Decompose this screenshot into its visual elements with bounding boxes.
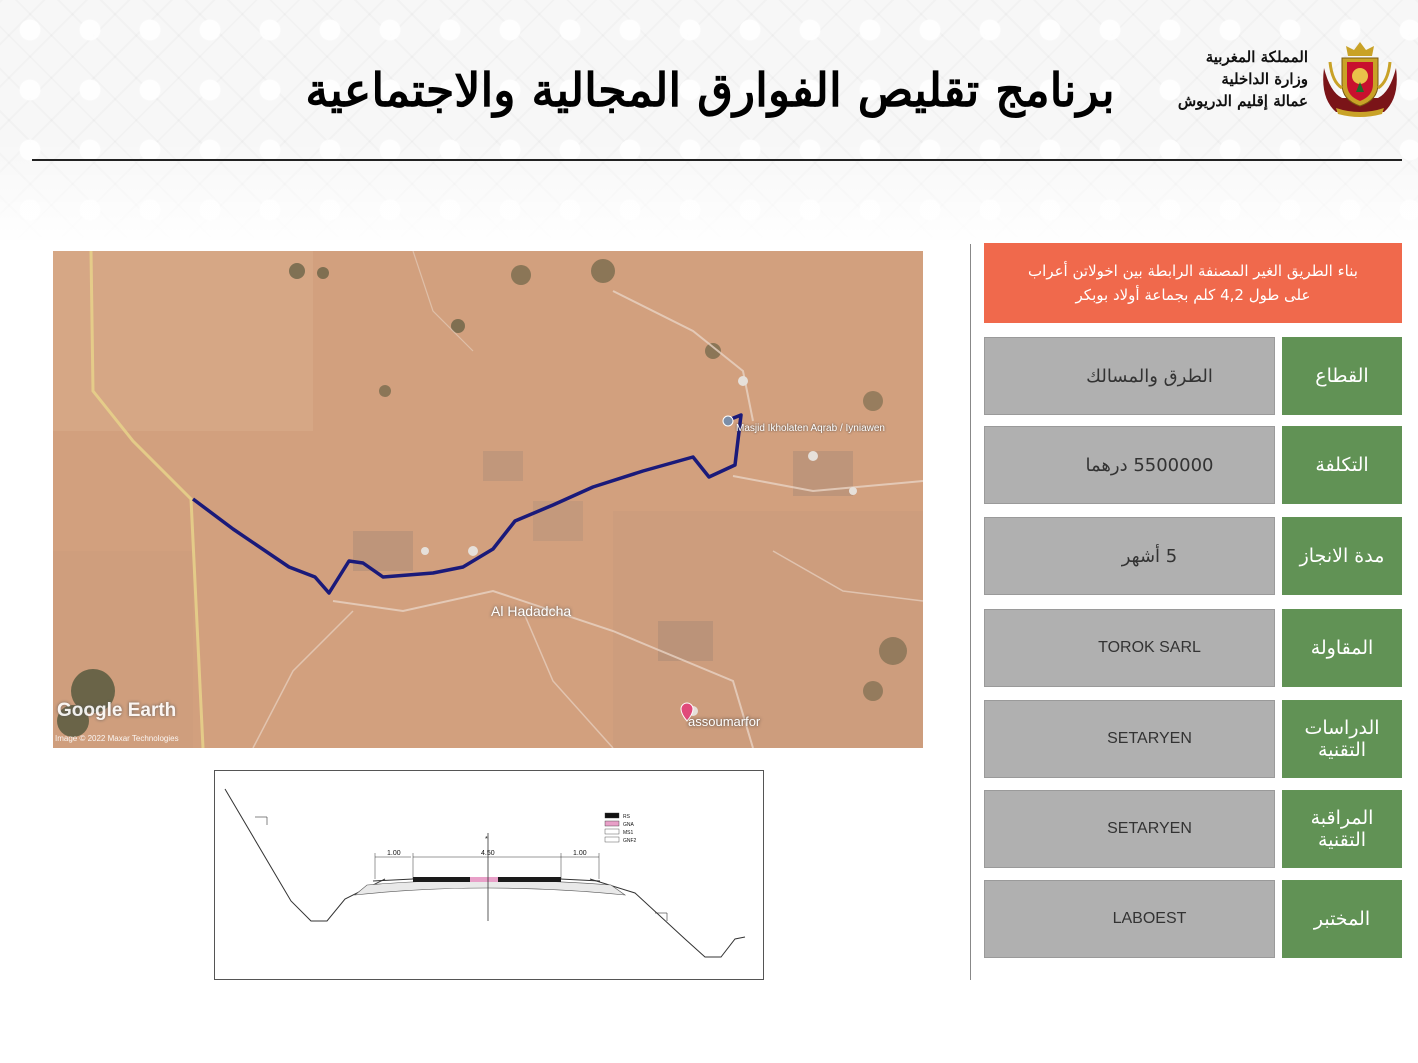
legend-gna: GNA <box>623 822 634 828</box>
info-value-laboratory: LABOEST <box>984 880 1275 958</box>
header-pattern-fade <box>0 140 1418 250</box>
info-label-duration: مدة الانجاز <box>1282 517 1402 595</box>
map-poi-label-assoumarfor: assoumarfor <box>688 714 761 729</box>
info-label-cost: التكلفة <box>1282 426 1402 504</box>
map-brand-label: Google Earth <box>57 700 177 721</box>
project-description-banner <box>984 243 1402 323</box>
royal-coat-of-arms-icon <box>1316 38 1404 118</box>
project-description-line-2: على طول 4,2 كلم بجماعة أولاد بوبكر <box>1075 286 1311 304</box>
info-label-sector: القطاع <box>1282 337 1402 415</box>
legend-ms1: MS1 <box>623 830 634 836</box>
info-value-sector: الطرق والمسالك <box>984 337 1275 415</box>
info-value-contractor: TOROK SARL <box>984 609 1275 687</box>
legend-rs: RS <box>623 814 630 820</box>
info-label-laboratory: المختبر <box>1282 880 1402 958</box>
org-line-province: عمالة إقليم الدريوش <box>1177 92 1308 110</box>
column-divider <box>970 244 971 980</box>
map-poi-label-mosque: Masjid Ikholaten Aqrab / Iyniawen <box>736 423 885 434</box>
title-divider <box>32 159 1402 161</box>
info-row-technical-studies <box>984 700 1402 780</box>
legend-gnf2: GNF2 <box>623 838 637 844</box>
dim-left-shoulder: 1.00 <box>387 850 401 857</box>
project-description-line-1: بناء الطريق الغير المصنفة الرابطة بين اخولاتن أعراب <box>1028 262 1358 280</box>
info-value-technical-control: SETARYEN <box>984 790 1275 868</box>
info-row-cost <box>984 426 1402 506</box>
info-value-cost: 5500000 درهما <box>984 426 1275 504</box>
info-label-contractor: المقاولة <box>1282 609 1402 687</box>
info-label-technical-studies: الدراسات التقنية <box>1282 700 1402 778</box>
satellite-map[interactable] <box>53 251 923 748</box>
dim-carriageway: 4.50 <box>481 850 495 857</box>
info-value-technical-studies: SETARYEN <box>984 700 1275 778</box>
info-row-contractor <box>984 609 1402 689</box>
cross-section-legend <box>605 813 637 844</box>
info-row-sector <box>984 337 1402 417</box>
svg-text:*: * <box>485 836 488 843</box>
info-row-duration <box>984 517 1402 597</box>
poi-mosque-marker-icon <box>723 416 733 426</box>
map-canvas <box>53 251 923 748</box>
info-row-technical-control <box>984 790 1402 870</box>
page-title: برنامج تقليص الفوارق المجالية والاجتماعية <box>305 63 1115 117</box>
info-label-technical-control: المراقبة التقنية <box>1282 790 1402 868</box>
info-row-laboratory <box>984 880 1402 960</box>
info-value-duration: 5 أشهر <box>984 517 1275 595</box>
map-village-label: Al Hadadcha <box>491 603 572 619</box>
org-line-ministry: وزارة الداخلية <box>1221 70 1308 88</box>
org-line-kingdom: المملكة المغربية <box>1205 48 1308 66</box>
map-credit-label: Image © 2022 Maxar Technologies <box>55 734 179 743</box>
dim-right-shoulder: 1.00 <box>573 850 587 857</box>
road-cross-section-drawing <box>214 770 764 980</box>
organization-block <box>1150 46 1308 112</box>
